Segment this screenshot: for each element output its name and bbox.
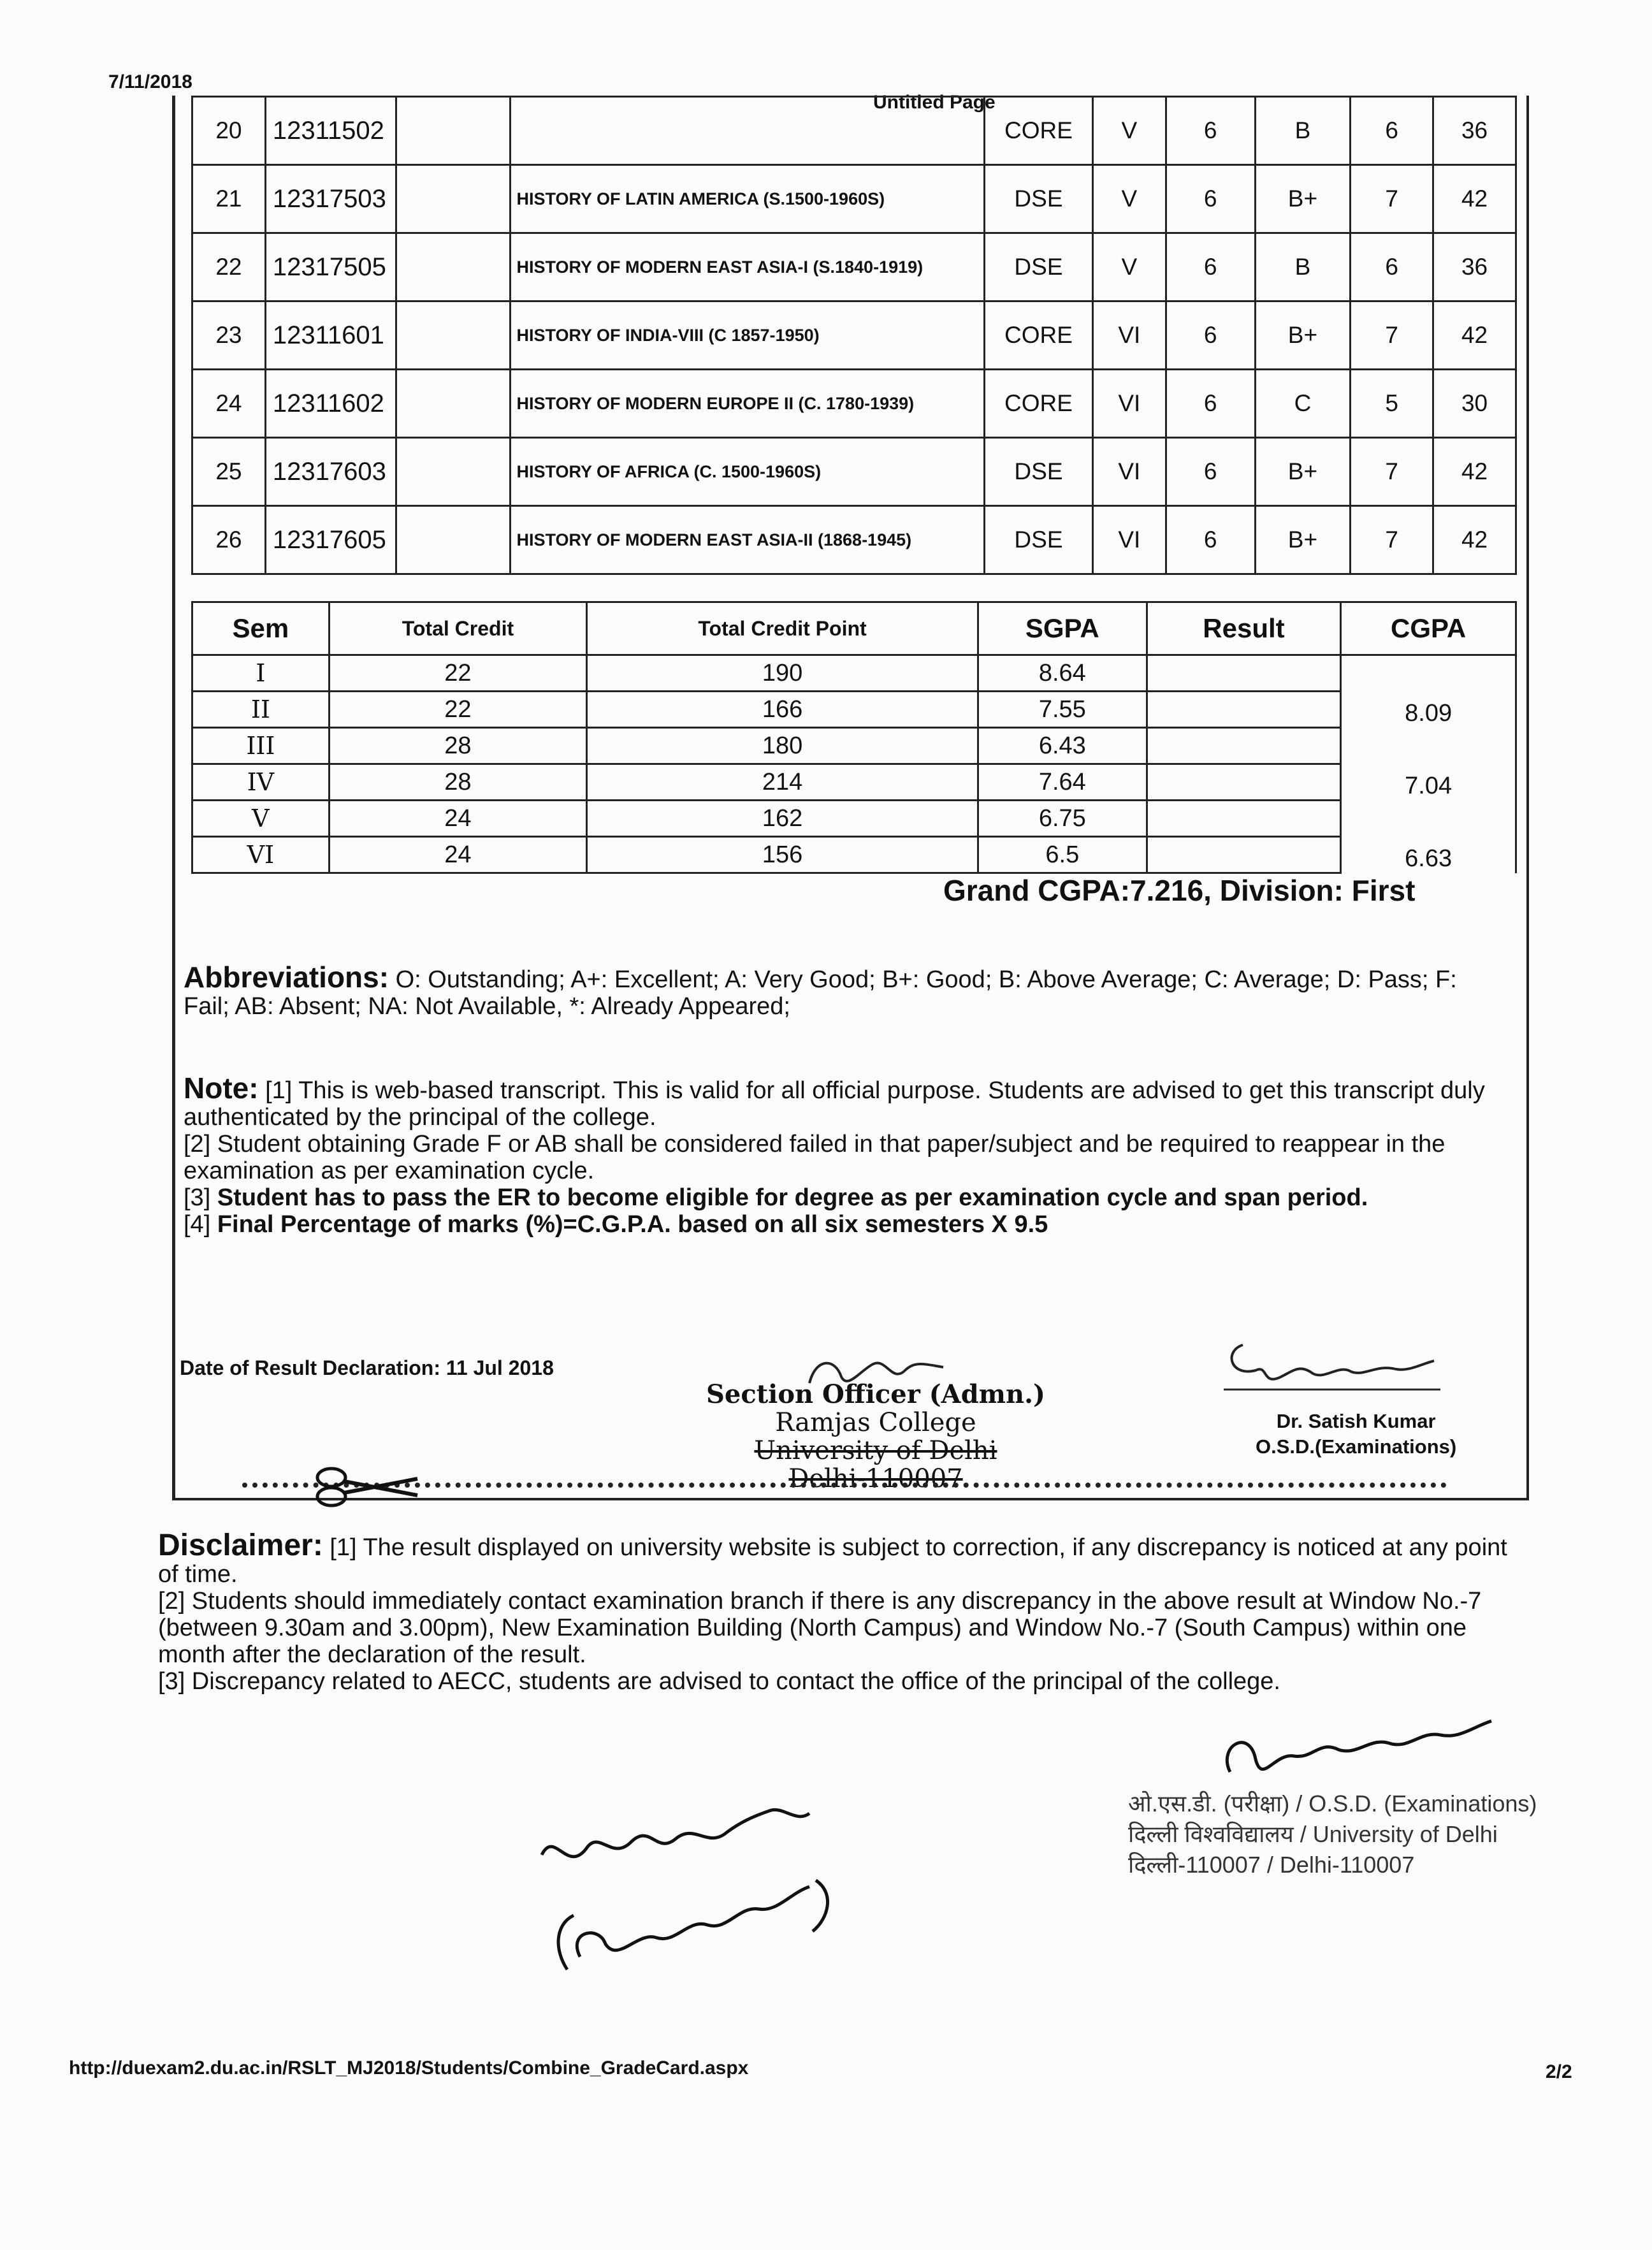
so-line-3: University of Delhi	[754, 1436, 997, 1465]
table-row	[192, 655, 1516, 692]
blank-cell	[396, 506, 511, 574]
table-row	[192, 764, 1516, 801]
course-title	[511, 97, 985, 165]
so-line-4: Delhi-110007	[788, 1464, 963, 1493]
summary-sgpa: 8.64	[978, 655, 1147, 692]
summary-point: 162	[587, 801, 978, 837]
summary-credit: 22	[329, 692, 586, 728]
course-title: HISTORY OF AFRICA (C. 1500-1960S)	[511, 438, 985, 506]
note-label: Note:	[184, 1071, 259, 1105]
course-code: 12311601	[265, 301, 396, 370]
course-cp: 36	[1433, 233, 1516, 301]
course-gp: 7	[1351, 301, 1433, 370]
section-officer-signature	[797, 1345, 962, 1402]
course-sem: VI	[1092, 438, 1166, 506]
notes	[184, 1071, 1496, 1238]
table-row	[192, 506, 1516, 574]
course-title: HISTORY OF MODERN EUROPE II (C. 1780-1939)	[511, 370, 985, 438]
stamp-line-1: ओ.एस.डी. (परीक्षा) / O.S.D. (Examinations)	[1128, 1790, 1537, 1817]
course-grade: B	[1255, 97, 1351, 165]
blank-cell	[396, 301, 511, 370]
osd-stamp-signature	[1211, 1695, 1504, 1797]
summary-sem: II	[192, 692, 330, 728]
summary-cgpa: 7.04	[1341, 728, 1516, 801]
summary-result	[1147, 655, 1341, 692]
summary-point: 156	[587, 837, 978, 873]
table-row	[192, 97, 1516, 165]
page-title: Untitled Page	[873, 92, 996, 113]
summary-cgpa: 8.09	[1341, 655, 1516, 728]
col-sem: Sem	[192, 602, 330, 655]
print-date: 7/11/2018	[108, 71, 192, 92]
summary-point: 180	[587, 728, 978, 764]
abbreviations-text: O: Outstanding; A+: Excellent; A: Very Good; B+: Good; B: Above Average; C: Average; D: Pass; F: Fail; AB: Absent; NA: Not Available, *: Already Appeared;	[184, 966, 1457, 1020]
note-3-num: [3]	[184, 1184, 217, 1211]
blank-cell	[396, 165, 511, 233]
course-code: 12311502	[265, 97, 396, 165]
course-type: CORE	[985, 97, 1093, 165]
table-row	[192, 728, 1516, 764]
course-gp: 7	[1351, 165, 1433, 233]
course-type: DSE	[985, 233, 1093, 301]
course-sno: 26	[192, 506, 266, 574]
course-grade: B+	[1255, 506, 1351, 574]
course-code: 12317603	[265, 438, 396, 506]
blank-cell	[396, 438, 511, 506]
note-4-num: [4]	[184, 1211, 217, 1238]
course-sem: V	[1092, 97, 1166, 165]
summary-sgpa: 7.55	[978, 692, 1147, 728]
course-sno: 23	[192, 301, 266, 370]
course-credit: 6	[1166, 370, 1255, 438]
disclaimer-3: [3] Discrepancy related to AECC, students are advised to contact the office of the principal of the college.	[158, 1668, 1280, 1695]
col-sgpa: SGPA	[978, 602, 1147, 655]
note-2: [2] Student obtaining Grade F or AB shall be considered failed in that paper/subject and be required to reappear in the examination as per examination cycle.	[184, 1131, 1446, 1184]
summary-sgpa: 6.75	[978, 801, 1147, 837]
course-code: 12317505	[265, 233, 396, 301]
so-line-1: Section Officer (Admn.)	[706, 1379, 1045, 1409]
course-table	[191, 96, 1517, 575]
table-row	[192, 165, 1516, 233]
course-gp: 6	[1351, 97, 1433, 165]
summary-credit: 28	[329, 728, 586, 764]
course-code: 12317605	[265, 506, 396, 574]
summary-sgpa: 7.64	[978, 764, 1147, 801]
course-grade: B+	[1255, 165, 1351, 233]
summary-sem: III	[192, 728, 330, 764]
course-cp: 42	[1433, 301, 1516, 370]
disclaimer-1-text: [1] The result displayed on university website is subject to correction, if any discrepancy is noticed at any point of time.	[158, 1534, 1507, 1588]
grand-cgpa: Grand CGPA:7.216, Division: First	[943, 874, 1416, 907]
course-cp: 42	[1433, 506, 1516, 574]
course-sno: 25	[192, 438, 266, 506]
blank-cell	[396, 370, 511, 438]
course-type: CORE	[985, 370, 1093, 438]
course-sno: 20	[192, 97, 266, 165]
col-result: Result	[1147, 602, 1341, 655]
summary-credit: 22	[329, 655, 586, 692]
summary-point: 190	[587, 655, 978, 692]
stamp-line-2: दिल्ली विश्वविद्यालय / University of Delhi	[1128, 1821, 1498, 1847]
course-type: DSE	[985, 165, 1093, 233]
course-cp: 30	[1433, 370, 1516, 438]
summary-result	[1147, 837, 1341, 873]
course-credit: 6	[1166, 233, 1255, 301]
course-sem: V	[1092, 165, 1166, 233]
course-sem: V	[1092, 233, 1166, 301]
student-self-attested-signature	[529, 1778, 886, 1989]
summary-point: 166	[587, 692, 978, 728]
course-sno: 24	[192, 370, 266, 438]
table-row	[192, 801, 1516, 837]
semester-summary-table	[191, 601, 1517, 874]
summary-credit: 24	[329, 801, 586, 837]
course-credit: 6	[1166, 97, 1255, 165]
course-credit: 6	[1166, 165, 1255, 233]
course-gp: 6	[1351, 233, 1433, 301]
table-row	[192, 233, 1516, 301]
blank-cell	[396, 97, 511, 165]
note-3-text: Student has to pass the ER to become eligible for degree as per examination cycle and span period.	[217, 1184, 1368, 1211]
osd-rubber-stamp	[1128, 1789, 1537, 1880]
col-total-credit: Total Credit	[329, 602, 586, 655]
osd-block	[1256, 1409, 1456, 1460]
footer-url: http://duexam2.du.ac.in/RSLT_MJ2018/Students/Combine_GradeCard.aspx	[69, 2058, 749, 2079]
note-1-text: [1] This is web-based transcript. This is valid for all official purpose. Students are advised to get this transcript duly authenticated by the principal of the college.	[184, 1077, 1485, 1131]
course-sno: 22	[192, 233, 266, 301]
course-sno: 21	[192, 165, 266, 233]
course-credit: 6	[1166, 438, 1255, 506]
course-type: CORE	[985, 301, 1093, 370]
course-type: DSE	[985, 506, 1093, 574]
summary-point: 214	[587, 764, 978, 801]
course-cp: 42	[1433, 438, 1516, 506]
course-title: HISTORY OF MODERN EAST ASIA-I (S.1840-1919)	[511, 233, 985, 301]
table-row	[192, 692, 1516, 728]
summary-sem: V	[192, 801, 330, 837]
course-grade: B	[1255, 233, 1351, 301]
disclaimer-1	[158, 1528, 1522, 1588]
disclaimer-2: [2] Students should immediately contact examination branch if there is any discrepancy in the above result at Window No.-7 (between 9.30am and 3.00pm), New Examination Building (North Campus) and Window No.-7 (South Campus) within one month after the declaration of the result.	[158, 1588, 1482, 1668]
course-code: 12317503	[265, 165, 396, 233]
table-row	[192, 301, 1516, 370]
table-row	[192, 837, 1516, 873]
blank-cell	[396, 233, 511, 301]
course-type: DSE	[985, 438, 1093, 506]
summary-cgpa: 6.63	[1341, 801, 1516, 873]
course-sem: VI	[1092, 301, 1166, 370]
summary-sem: VI	[192, 837, 330, 873]
osd-name: Dr. Satish Kumar	[1276, 1410, 1436, 1432]
note-1	[184, 1071, 1496, 1131]
result-declaration-date: Date of Result Declaration: 11 Jul 2018	[180, 1356, 554, 1379]
summary-sgpa: 6.43	[978, 728, 1147, 764]
note-4	[184, 1211, 1496, 1238]
summary-result	[1147, 764, 1341, 801]
summary-result	[1147, 692, 1341, 728]
table-row	[192, 438, 1516, 506]
course-credit: 6	[1166, 301, 1255, 370]
course-sem: VI	[1092, 370, 1166, 438]
note-3	[184, 1184, 1496, 1211]
disclaimer	[158, 1528, 1522, 1695]
course-title: HISTORY OF MODERN EAST ASIA-II (1868-1945)	[511, 506, 985, 574]
summary-sgpa: 6.5	[978, 837, 1147, 873]
course-grade: B+	[1255, 301, 1351, 370]
summary-credit: 24	[329, 837, 586, 873]
stamp-line-3: दिल्ली-110007 / Delhi-110007	[1128, 1852, 1415, 1878]
summary-sem: I	[192, 655, 330, 692]
page-number: 2/2	[1546, 2061, 1572, 2082]
cut-line	[242, 1483, 1447, 1489]
course-cp: 42	[1433, 165, 1516, 233]
course-title: HISTORY OF INDIA-VIII (C 1857-1950)	[511, 301, 985, 370]
table-row	[192, 370, 1516, 438]
course-gp: 7	[1351, 438, 1433, 506]
col-cgpa: CGPA	[1341, 602, 1516, 655]
so-line-2: Ramjas College	[775, 1408, 976, 1437]
summary-result	[1147, 728, 1341, 764]
course-gp: 7	[1351, 506, 1433, 574]
scissors-icon	[312, 1465, 421, 1509]
col-total-credit-point: Total Credit Point	[587, 602, 978, 655]
course-grade: C	[1255, 370, 1351, 438]
osd-signature	[1217, 1326, 1447, 1396]
summary-credit: 28	[329, 764, 586, 801]
osd-role: O.S.D.(Examinations)	[1256, 1435, 1457, 1458]
disclaimer-label: Disclaimer:	[158, 1528, 323, 1562]
course-gp: 5	[1351, 370, 1433, 438]
course-grade: B+	[1255, 438, 1351, 506]
course-credit: 6	[1166, 506, 1255, 574]
course-code: 12311602	[265, 370, 396, 438]
summary-sem: IV	[192, 764, 330, 801]
course-title: HISTORY OF LATIN AMERICA (S.1500-1960S)	[511, 165, 985, 233]
summary-result	[1147, 801, 1341, 837]
note-4-text: Final Percentage of marks (%)=C.G.P.A. based on all six semesters X 9.5	[217, 1211, 1048, 1238]
abbreviations	[184, 961, 1496, 1020]
course-sem: VI	[1092, 506, 1166, 574]
abbreviations-label: Abbreviations:	[184, 961, 389, 994]
course-cp: 36	[1433, 97, 1516, 165]
